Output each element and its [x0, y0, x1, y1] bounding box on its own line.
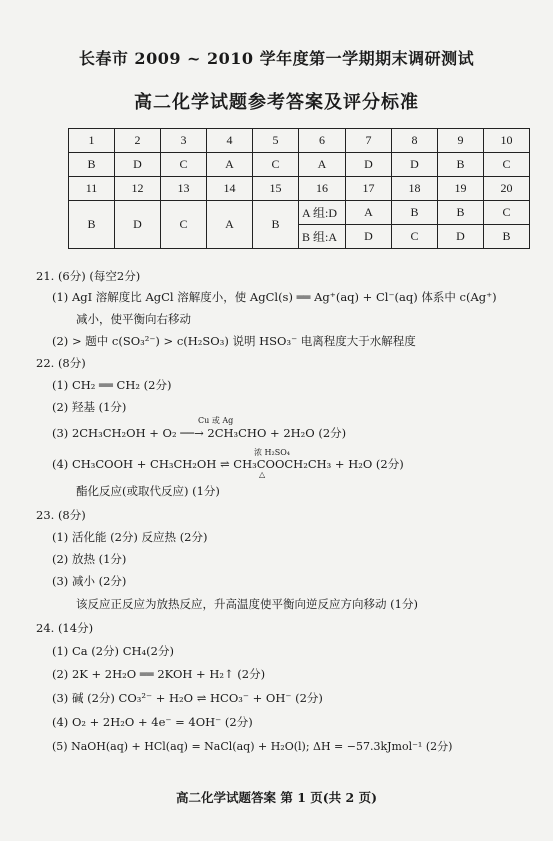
table-cell: D [392, 153, 438, 177]
table-cell: B [69, 201, 115, 249]
q23-line-2: (2) 放热 (1分) [52, 552, 127, 566]
table-row [69, 153, 530, 177]
table-cell: 6 [299, 129, 346, 153]
table-cell: 2 [115, 129, 161, 153]
q22-line-5: 酯化反应(或取代反应) (1分) [76, 484, 220, 498]
table-cell: 19 [438, 177, 484, 201]
table-cell: D [346, 153, 392, 177]
q21-heading: 21. (6分) (每空2分) [36, 269, 141, 283]
q24-line-3: (3) 碱 (2分) CO₃²⁻ + H₂O ⇌ HCO₃⁻ + OH⁻ (2分) [52, 691, 323, 705]
table-cell: D [438, 225, 484, 249]
document-title: 长春市 2009 ~ 2010 学年度第一学期期末调研测试 [78, 49, 475, 68]
q22-line-4: (4) CH₃COOH + CH₃CH₂OH ⇌ CH₃COOCH₂CH₃ + H₂O (2分) [52, 457, 404, 471]
q23-line-3: (3) 减小 (2分) [52, 574, 127, 588]
q21-line-3: (2) > 题中 c(SO₃²⁻) > c(H₂SO₃) 说明 HSO₃⁻ 电离程度大于水解程度 [52, 334, 416, 348]
table-cell: A [346, 201, 392, 225]
table-cell: 20 [484, 177, 530, 201]
q23-heading: 23. (8分) [36, 508, 86, 522]
table-cell: C [161, 201, 207, 249]
table-cell: B [253, 201, 299, 249]
q24-line-4: (4) O₂ + 2H₂O + 4e⁻ = 4OH⁻ (2分) [52, 715, 253, 729]
table-cell: B [392, 201, 438, 225]
table-cell: D [115, 201, 161, 249]
table-cell: 9 [438, 129, 484, 153]
table-cell: 11 [69, 177, 115, 201]
table-cell: 17 [346, 177, 392, 201]
answer-table [68, 128, 530, 249]
document-subtitle: 高二化学试题参考答案及评分标准 [134, 92, 419, 113]
q22-heading: 22. (8分) [36, 356, 86, 370]
q22-heat-symbol: △ [259, 470, 266, 479]
table-cell: A [207, 153, 253, 177]
table-cell: C [161, 153, 207, 177]
q24-heading: 24. (14分) [36, 621, 94, 635]
table-cell: C [392, 225, 438, 249]
table-cell: 16 [299, 177, 346, 201]
table-cell: A [299, 153, 346, 177]
table-cell: D [346, 225, 392, 249]
table-cell: 1 [69, 129, 115, 153]
table-cell: C [484, 153, 530, 177]
table-cell: 18 [392, 177, 438, 201]
table-cell: C [484, 201, 530, 225]
table-cell: 12 [115, 177, 161, 201]
table-cell: 3 [161, 129, 207, 153]
page-footer: 高二化学试题答案 第 1 页(共 2 页) [176, 790, 377, 805]
q22-line-1: (1) CH₂ ══ CH₂ (2分) [52, 378, 172, 392]
table-cell: 14 [207, 177, 253, 201]
table-cell: 8 [392, 129, 438, 153]
table-row [69, 177, 530, 201]
q23-line-1: (1) 活化能 (2分) 反应热 (2分) [52, 530, 208, 544]
q22-line-3: (3) 2CH₃CH₂OH + O₂ ──→ 2CH₃CHO + 2H₂O (2分) [52, 426, 347, 440]
q24-line-1: (1) Ca (2分) CH₄(2分) [52, 644, 174, 658]
table-cell: B [484, 225, 530, 249]
table-cell: D [115, 153, 161, 177]
q21-line-1: (1) AgI 溶解度比 AgCl 溶解度小，使 AgCl(s) ══ Ag⁺(aq) + Cl⁻(aq) 体系中 c(Ag⁺) [52, 290, 497, 304]
table-cell: B [438, 201, 484, 225]
table-cell: B [69, 153, 115, 177]
table-cell: 13 [161, 177, 207, 201]
table-row [69, 201, 530, 225]
q22-condition-2: 浓 H₂SO₄ [254, 448, 290, 457]
q21-line-2: 减小，使平衡向右移动 [76, 312, 191, 326]
q24-line-2: (2) 2K + 2H₂O ══ 2KOH + H₂↑ (2分) [52, 667, 266, 681]
table-row [69, 129, 530, 153]
table-cell: B 组:A [299, 225, 346, 249]
table-cell: B [438, 153, 484, 177]
table-cell: 15 [253, 177, 299, 201]
q24-line-5: (5) NaOH(aq) + HCl(aq) = NaCl(aq) + H₂O(l); ΔH = −57.3kJmol⁻¹ (2分) [52, 740, 453, 753]
q23-line-4: 该反应正反应为放热反应，升高温度使平衡向逆反应方向移动 (1分) [76, 597, 418, 611]
table-cell: C [253, 153, 299, 177]
q22-line-2: (2) 羟基 (1分) [52, 400, 127, 414]
table-cell: A 组:D [299, 201, 346, 225]
q22-condition-1: Cu 或 Ag [198, 416, 234, 425]
table-cell: 7 [346, 129, 392, 153]
table-cell: A [207, 201, 253, 249]
table-cell: 5 [253, 129, 299, 153]
table-cell: 4 [207, 129, 253, 153]
table-cell: 10 [484, 129, 530, 153]
